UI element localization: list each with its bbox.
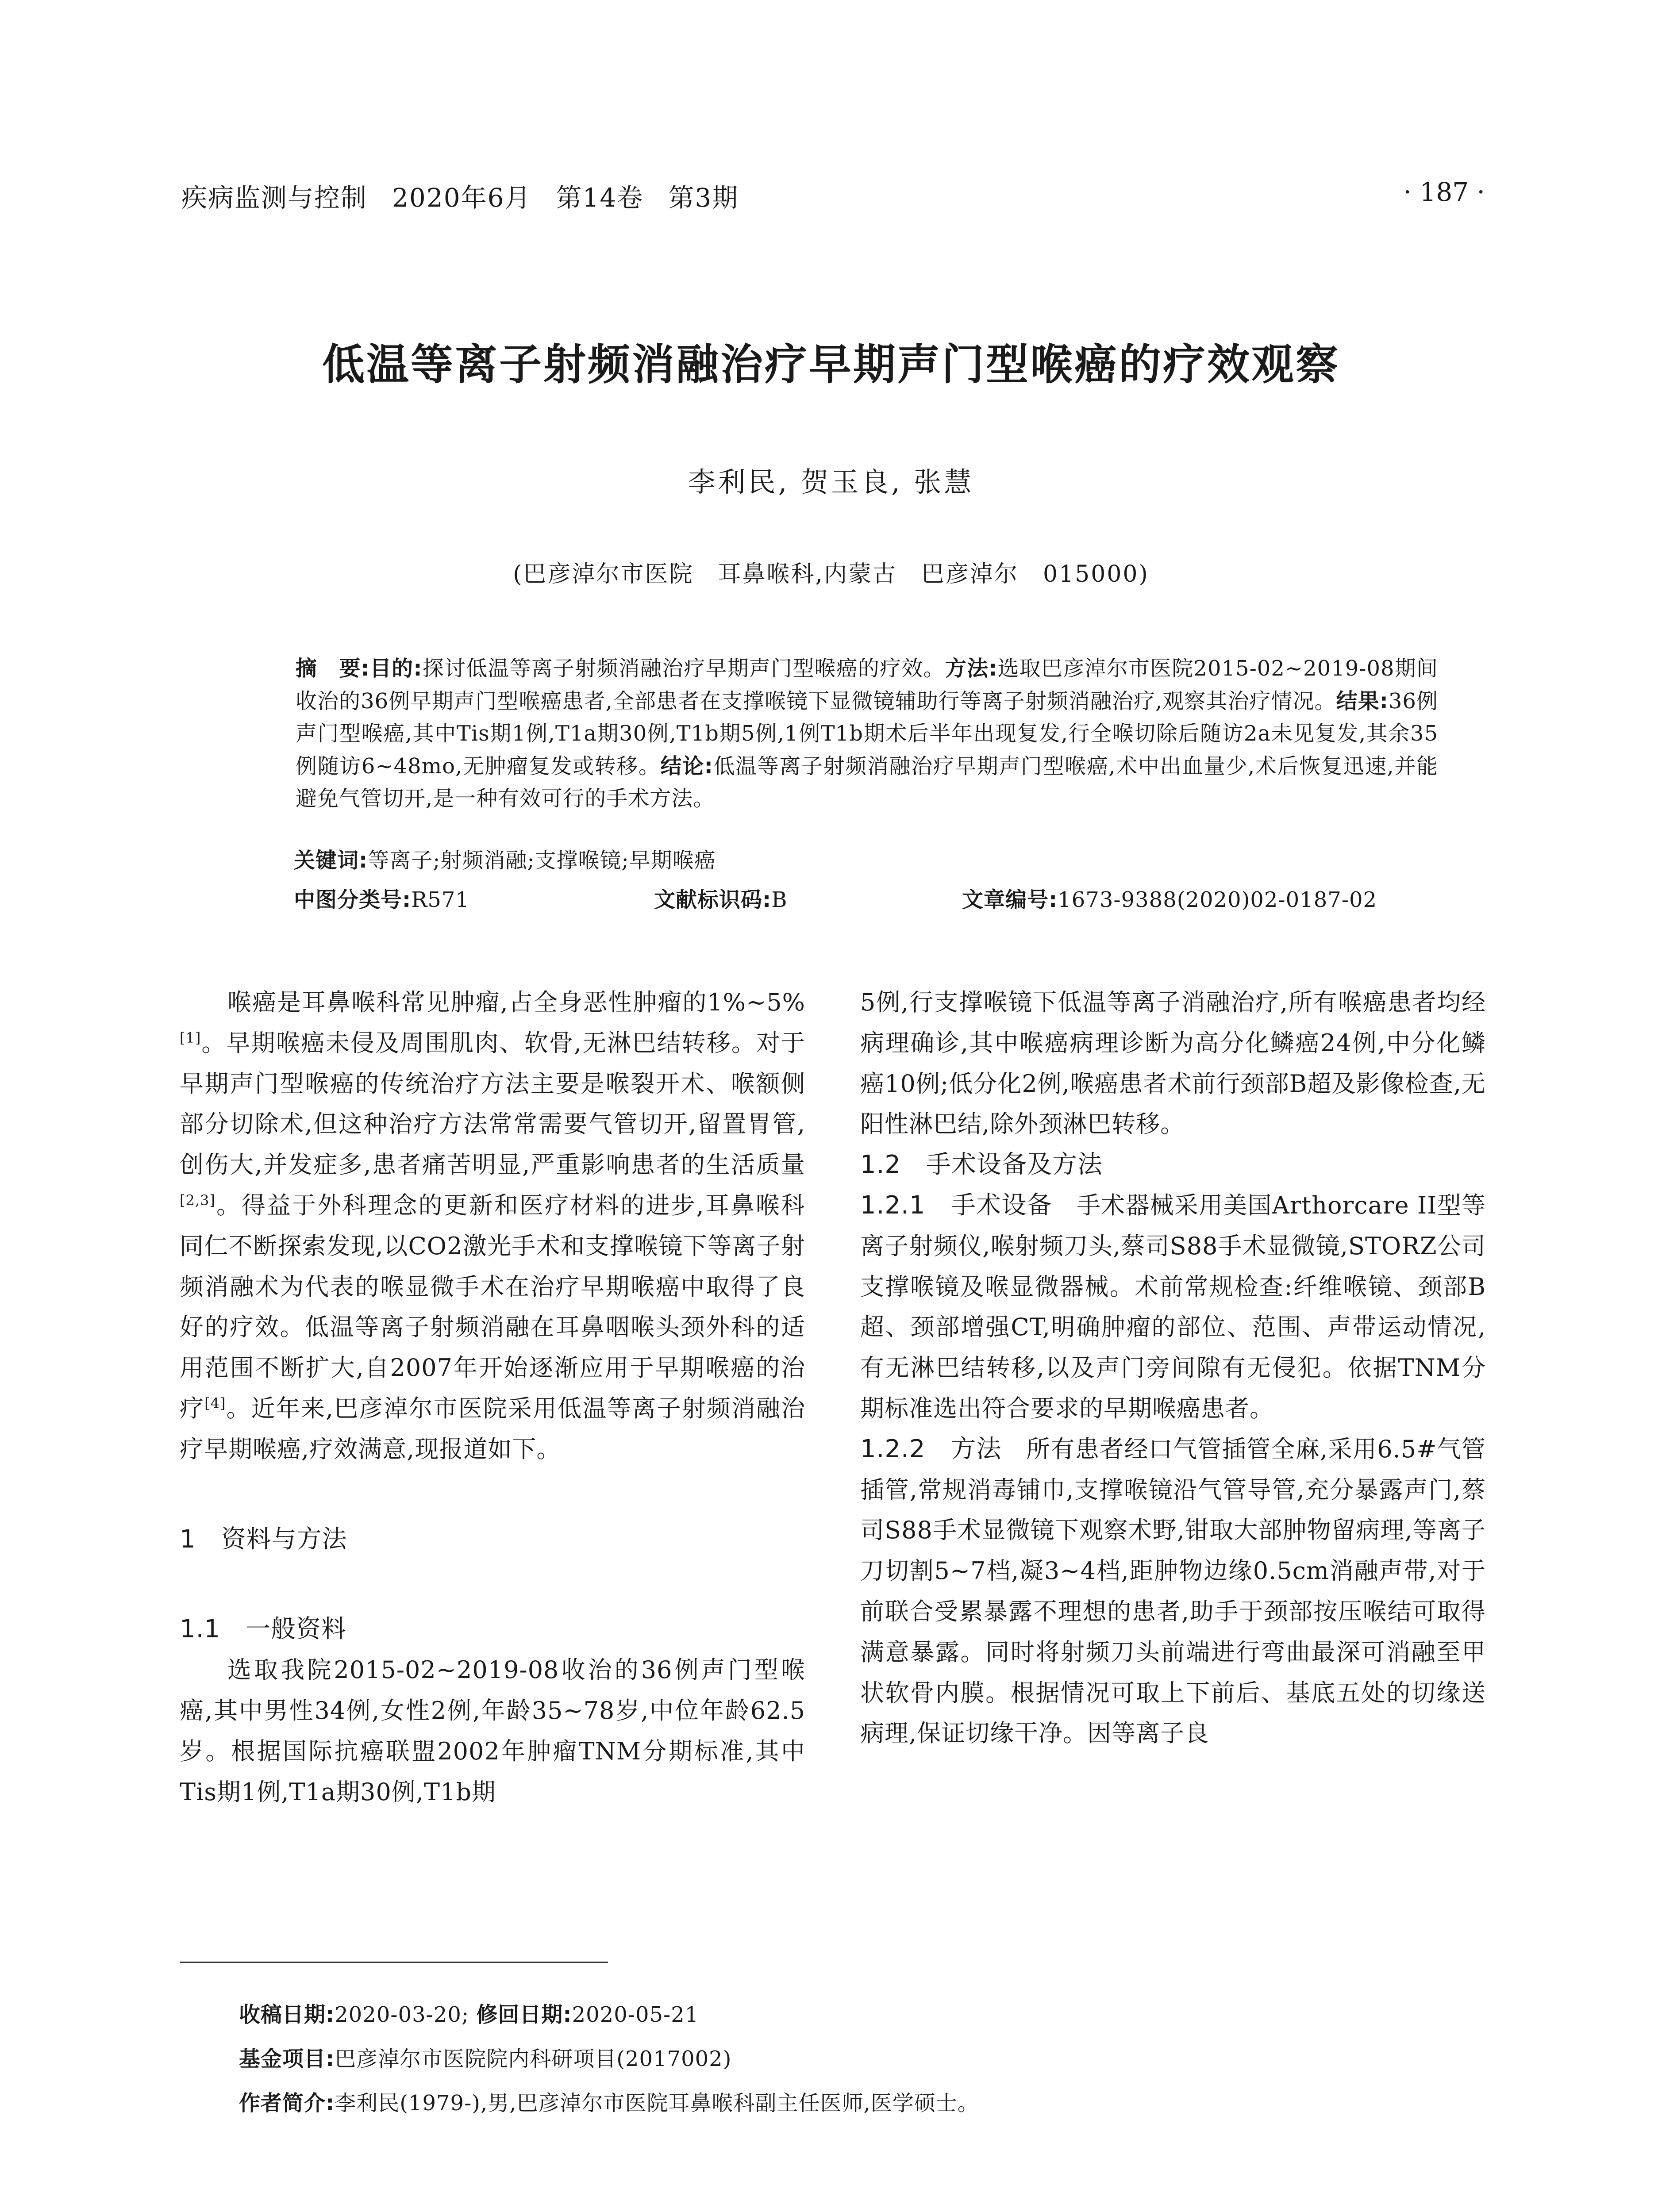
fund-label: 基金项目: [239,2047,335,2071]
equipment-text: 手术器械采用美国Arthorcare II型等离子射频仪,喉射频刀头,蔡司S88手术显微镜,STORZ公司支撑喉镜及喉显微器械。术前常规检查:纤维喉镜、颈部B超、颈部增强CT,明确肿瘤的部位、范围、声带运动情况,有无淋巴结转移,以及声门旁间隙有无侵犯。依据TNM分期标准选出符合要求的早期喉癌患者。 [860,1191,1486,1422]
article-id-label: 文章编号: [962,887,1058,912]
results-label: 结果: [1336,688,1389,714]
citation-3: [4] [204,1394,226,1412]
revised-date: 2020-05-21 [572,2002,699,2027]
abstract-label: 摘 要: [296,656,370,681]
general-data-paragraph: 选取我院2015-02~2019-08收治的36例声门型喉癌,其中男性34例,女性2例,年龄35~78岁,中位年龄62.5岁。根据国际抗癌联盟2002年肿瘤TNM分期标准,其中Tis期1例,T1a期30例,T1b期 [180,1656,805,1806]
author-bio-label: 作者简介: [239,2091,335,2116]
section-heading-1-2: 1.2 手术设备及方法 [860,1150,1103,1179]
objective-text: 探讨低温等离子射频消融治疗早期声门型喉癌的疗效。 [422,656,945,681]
abstract-paragraph [242,653,1438,815]
conclusion-label: 结论: [660,753,713,779]
intro-text-2: 。早期喉癌未侵及周围肌肉、软骨,无淋巴结转移。对于早期声门型喉癌的传统治疗方法主要是喉裂开术、喉额侧部分切除术,但这种治疗方法常常需要气管切开,留置胃管,创伤大,并发症多,患者痛苦明显,严重影响患者的生活质量 [180,1029,805,1179]
article-title: 低温等离子射频消融治疗早期声门型喉癌的疗效观察 [322,340,1340,389]
abstract [242,653,1438,815]
received-label: 收稿日期: [239,2002,335,2027]
journal-name: 疾病监测与控制 [181,183,368,213]
section-spacer [180,1559,805,1609]
intro-text-4: 。近年来,巴彦淖尔市医院采用低温等离子射频消融治疗早期喉癌,疗效满意,现报道如下。 [180,1394,806,1463]
footnote-fund [239,2037,979,2081]
fund-value: 巴彦淖尔市医院院内科研项目(2017002) [335,2047,732,2071]
citation-2: [2,3] [180,1191,215,1209]
continued-paragraph: 5例,行支撑喉镜下低温等离子消融治疗,所有喉癌患者均经病理确诊,其中喉癌病理诊断为高分化鳞癌24例,中分化鳞癌10例;低分化2例,喉癌患者术前行颈部B超及影像检查,无阳性淋巴结,除外颈淋巴转移。 [860,988,1486,1138]
conclusion-text: 低温等离子射频消融治疗早期声门型喉癌,术中出血量少,术后恢复迅速,并能避免气管切开,是一种有效可行的手术方法。 [296,753,1439,811]
page-number: · 187 · [1403,177,1485,207]
objective-label: 目的: [369,656,423,681]
intro-paragraph [180,982,805,1470]
footnote-divider [180,1962,608,1963]
document-code-value: B [771,887,788,912]
body-column-right [860,982,1486,1754]
revised-label: 修回日期: [476,2002,572,2027]
classification-value: R571 [411,887,469,912]
footnotes [239,1993,979,2125]
issue-date: 2020年6月 [392,183,531,213]
method-text: 所有患者经口气管插管全麻,采用6.5#气管插管,常规消毒铺巾,支撑喉镜沿气管导管,充分暴露声门,蔡司S88手术显微镜下观察术野,钳取大部肿物留病理,等离子刀切割5~7档,凝3~4档,距肿物边缘0.5cm消融声带,对于前联合受累暴露不理想的患者,助手于颈部按压喉结可取得满意暴露。同时将射频刀头前端进行弯曲最深可消融至甲状软骨内膜。根据情况可取上下前后、基底五处的切缘送病理,保证切缘干净。因等离子良 [860,1435,1486,1747]
document-code-label: 文献标识码: [654,887,772,912]
article-id-value: 1673-9388(2020)02-0187-02 [1058,887,1377,912]
issue-number: 第3期 [668,183,739,213]
received-date: 2020-03-20; [335,2002,469,2027]
keywords-label: 关键词: [294,848,368,873]
results-text: 36例声门型喉癌,其中Tis期1例,T1a期30例,T1b期5例,1例T1b期术后半年出现复发,行全喉切除后随访2a未见复发,其余35例随访6~48mo,无肿瘤复发或转移。 [296,688,1438,779]
affiliation: (巴彦淖尔市医院 耳鼻喉科,内蒙古 巴彦淖尔 015000) [513,561,1149,588]
section-heading-1: 1 资料与方法 [180,1525,347,1554]
keywords-value: 等离子;射频消融;支撑喉镜;早期喉癌 [368,848,716,873]
section-spacer [180,1470,805,1519]
keywords [294,843,716,874]
footnote-author [239,2081,979,2125]
body-column-left [180,982,805,1812]
intro-text-1: 喉癌是耳鼻喉科常见肿瘤,占全身恶性肿瘤的1%~5% [227,988,805,1016]
volume-number: 第14卷 [556,183,644,213]
section-heading-1-2-1: 1.2.1 手术设备 [860,1190,1052,1220]
author-bio-value: 李利民(1979-),男,巴彦淖尔市医院耳鼻喉科副主任医师,医学硕士。 [335,2091,979,2116]
method-paragraph [860,1429,1486,1754]
citation-1: [1] [180,1029,201,1046]
section-heading-1-2-2: 1.2.2 方法 [860,1434,1002,1463]
methods-label: 方法: [945,656,998,681]
document-code [654,883,787,913]
classification-label: 中图分类号: [294,887,412,912]
footnote-dates [239,1993,979,2037]
article-id [962,883,1377,913]
intro-text-3: 。得益于外科理念的更新和医疗材料的进步,耳鼻喉科同仁不断探索发现,以CO2激光手术和支撑喉镜下等离子射频消融术为代表的喉显微手术在治疗早期喉癌中取得了良好的疗效。低温等离子射频消融在耳鼻咽喉头颈外科的适用范围不断扩大,自2007年开始逐渐应用于早期喉癌的治疗 [180,1191,805,1422]
equipment-paragraph [860,1185,1486,1429]
methods-text: 选取巴彦淖尔市医院2015-02~2019-08期间收治的36例早期声门型喉癌患者,全部患者在支撑喉镜下显微镜辅助行等离子射频消融治疗,观察其治疗情况。 [296,656,1438,714]
running-header [181,177,763,214]
section-heading-1-1: 1.1 一般资料 [180,1615,347,1644]
author-list: 李利民, 贺玉良, 张慧 [688,466,974,498]
classification-number [294,883,469,913]
